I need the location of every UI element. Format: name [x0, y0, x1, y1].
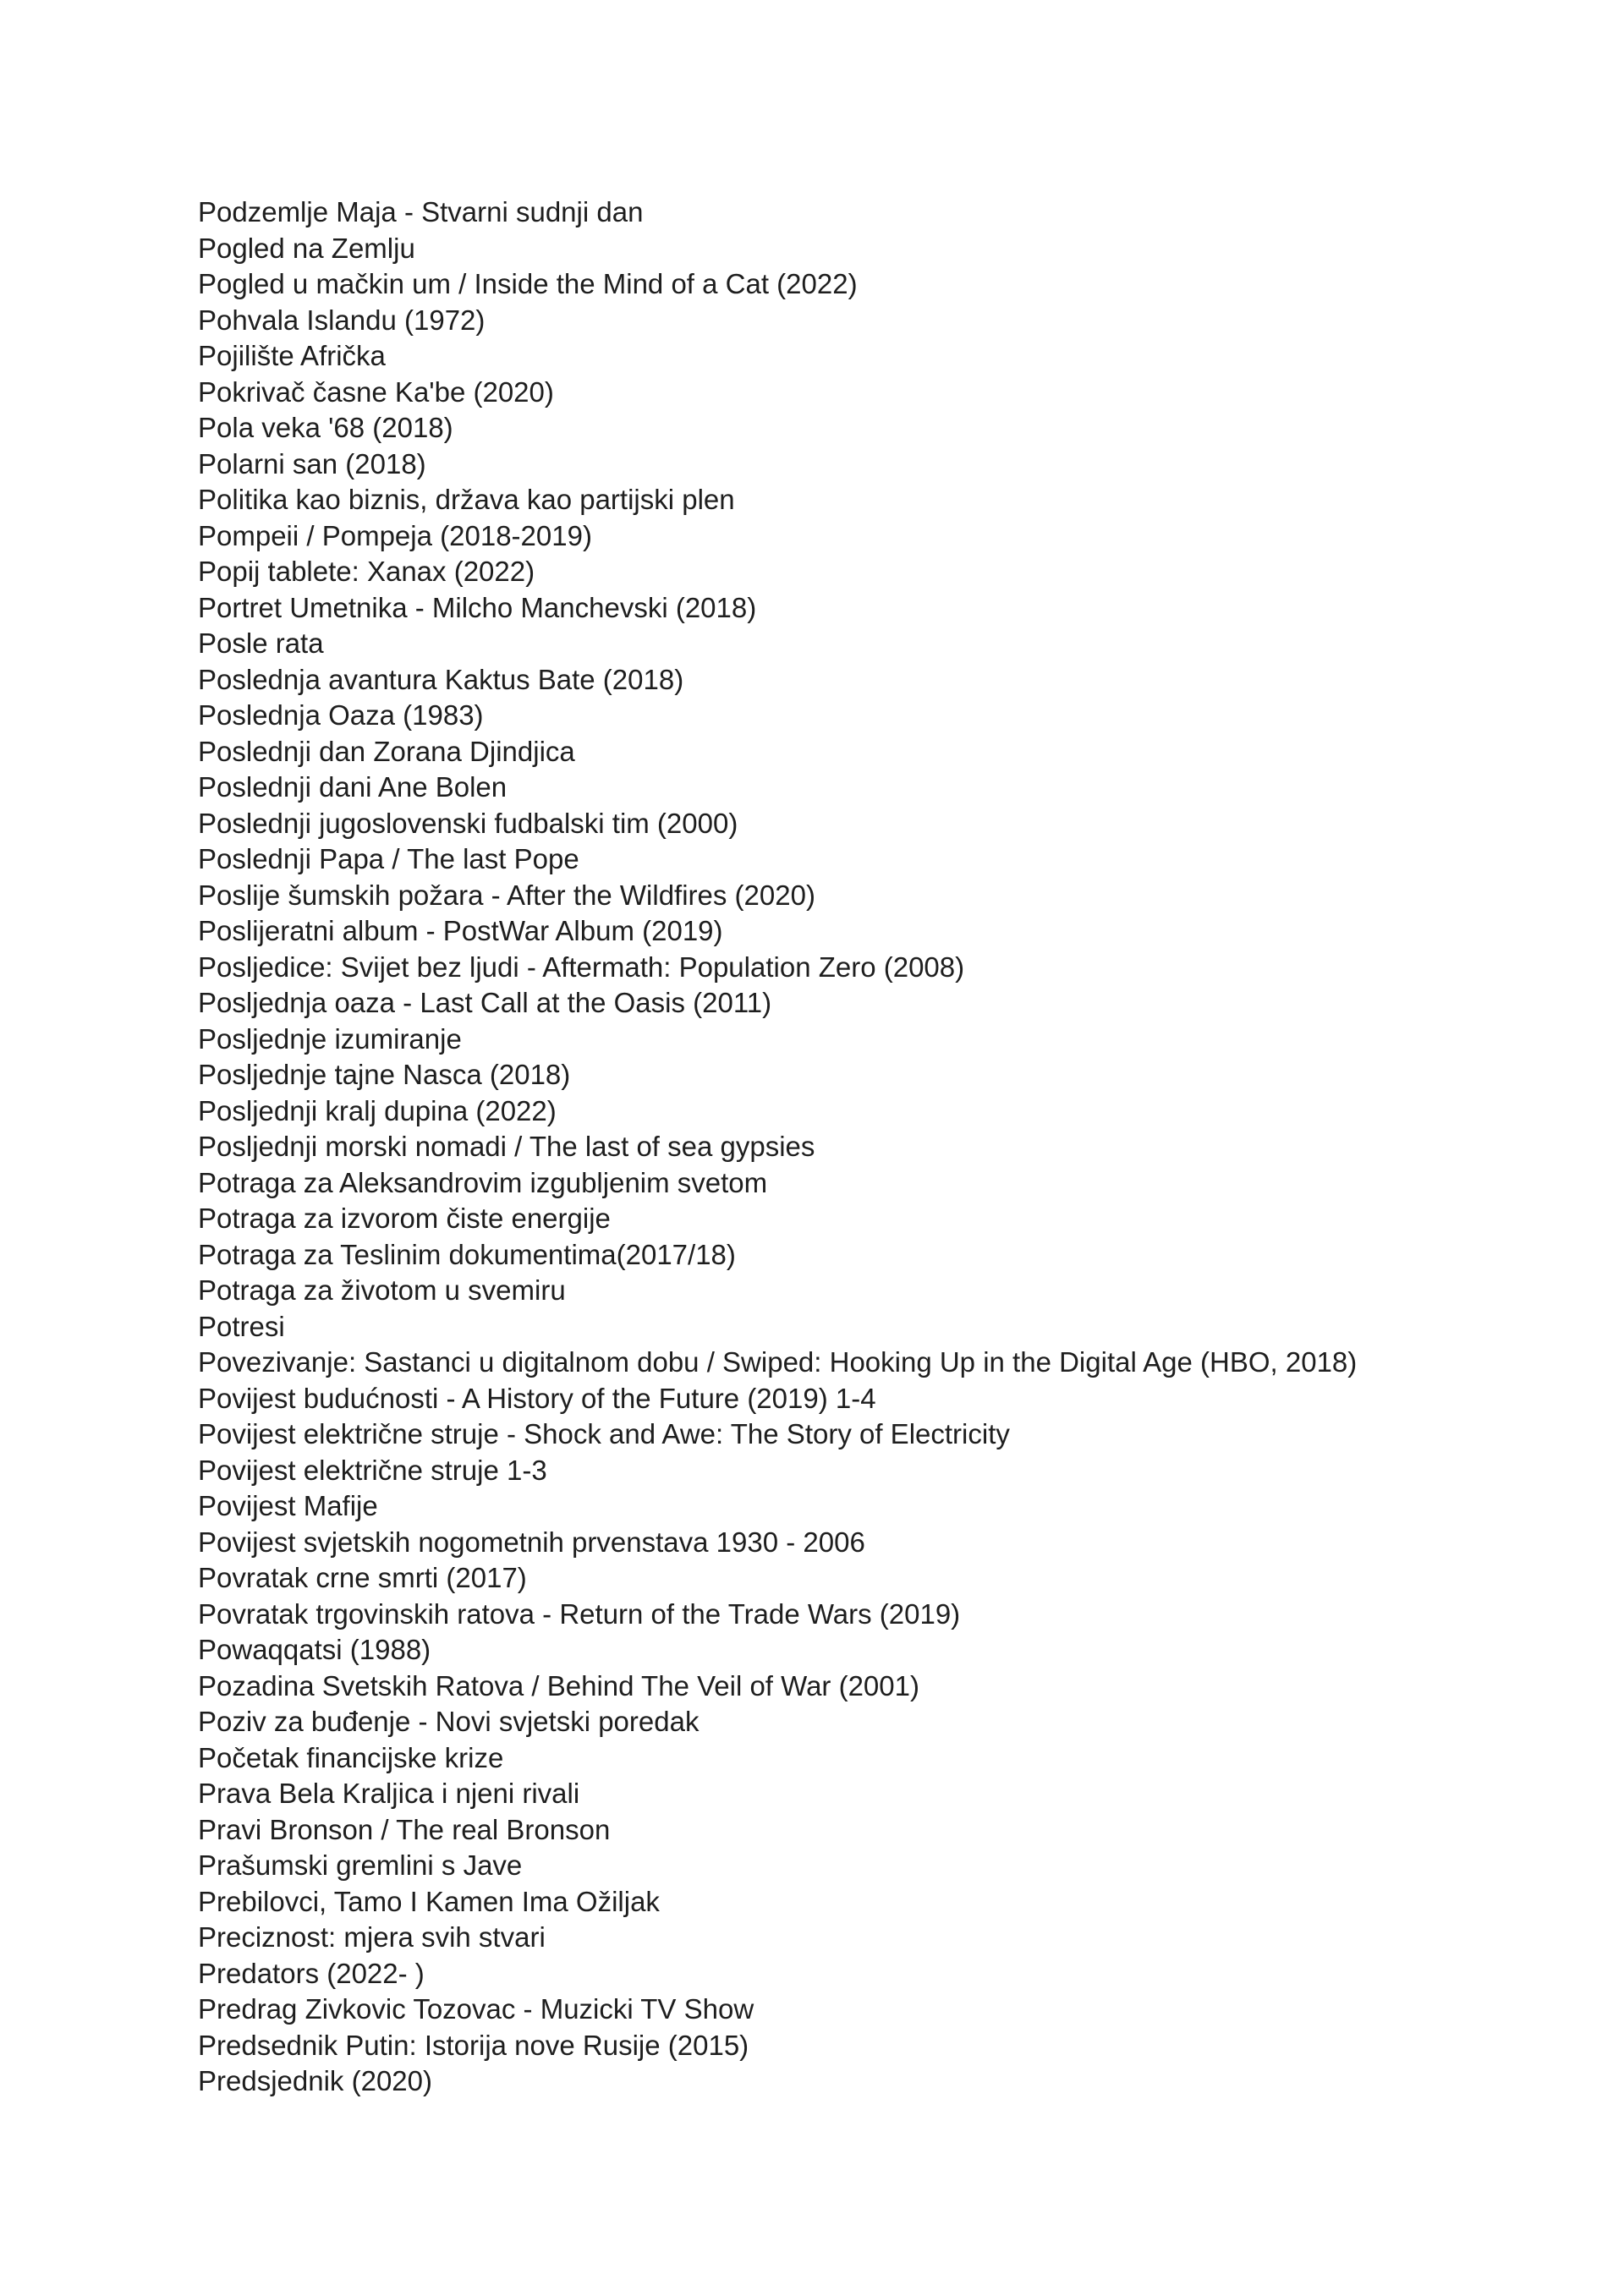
- list-item: Preciznost: mjera svih stvari: [198, 1921, 546, 1953]
- list-item: Posljednje tajne Nasca (2018): [198, 1059, 571, 1090]
- list-item: Powaqqatsi (1988): [198, 1634, 431, 1665]
- list-item: Poslednji dani Ane Bolen: [198, 771, 508, 803]
- list-item: Pohvala Islandu (1972): [198, 304, 486, 336]
- list-item: Povijest električne struje 1-3: [198, 1454, 547, 1486]
- list-item: Potraga za Aleksandrovim izgubljenim svetom: [198, 1166, 768, 1198]
- list-item: Prebilovci, Tamo I Kamen Ima Ožiljak: [198, 1885, 660, 1917]
- list-item: Prašumski gremlini s Jave: [198, 1849, 523, 1881]
- list-item: Portret Umetnika - Milcho Manchevski (2018): [198, 591, 757, 623]
- list-item: Predsednik Putin: Istorija nove Rusije (2015): [198, 2029, 749, 2061]
- list-item: Poslednji jugoslovenski fudbalski tim (2000): [198, 807, 738, 839]
- list-item: Pokrivač časne Ka'be (2020): [198, 375, 554, 408]
- list-item: Pravi Bronson / The real Bronson: [198, 1813, 611, 1845]
- title-list: [198, 195, 1357, 2100]
- list-item: Pogled na Zemlju: [198, 232, 415, 264]
- list-item: Poziv za buđenje - Novi svjetski poredak: [198, 1706, 700, 1737]
- list-item: Povezivanje: Sastanci u digitalnom dobu / Swiped: Hooking Up in the Digital Age (HBO, 2018): [198, 1346, 1358, 1378]
- list-item: Prava Bela Kraljica i njeni rivali: [198, 1778, 580, 1809]
- list-item: Povijest električne struje - Shock and Awe: The Story of Electricity: [198, 1418, 1010, 1449]
- list-item: Potraga za izvorom čiste energije: [198, 1203, 611, 1234]
- list-item: Posljednja oaza - Last Call at the Oasis (2011): [198, 987, 772, 1018]
- list-item: Početak financijske krize: [198, 1741, 504, 1773]
- list-item: Potresi: [198, 1310, 285, 1342]
- list-item: Predators (2022- ): [198, 1957, 425, 1989]
- list-item: Povratak crne smrti (2017): [198, 1562, 527, 1593]
- list-item: Povratak trgovinskih ratova - Return of the Trade Wars (2019): [198, 1597, 961, 1630]
- list-item: Potraga za Teslinim dokumentima(2017/18): [198, 1238, 736, 1270]
- list-item: Pogled u mačkin um / Inside the Mind of a Cat (2022): [198, 268, 858, 299]
- list-item: Povijest svjetskih nogometnih prvenstava 1930 - 2006: [198, 1526, 865, 1558]
- list-item: Poslednji Papa / The last Pope: [198, 843, 579, 874]
- list-item: Popij tablete: Xanax (2022): [198, 556, 535, 587]
- list-item: Poslednja Oaza (1983): [198, 699, 484, 731]
- list-item: Povijest Mafije: [198, 1490, 378, 1521]
- list-item: Posljednji kralj dupina (2022): [198, 1094, 557, 1126]
- list-item: Posljedice: Svijet bez ljudi - Aftermath: Population Zero (2008): [198, 951, 965, 983]
- list-item: Povijest budućnosti - A History of the Future (2019) 1-4: [198, 1382, 876, 1414]
- list-item: Politika kao biznis, država kao partijski plen: [198, 484, 735, 515]
- list-item: Polarni san (2018): [198, 447, 426, 479]
- list-item: Predsjednik (2020): [198, 2065, 432, 2096]
- list-item: Posljednji morski nomadi / The last of sea gypsies: [198, 1131, 815, 1162]
- list-item: Poslednji dan Zorana Djindjica: [198, 735, 575, 767]
- list-item: Pozadina Svetskih Ratova / Behind The Veil of War (2001): [198, 1669, 919, 1701]
- list-item: Poslije šumskih požara - After the Wildfires (2020): [198, 879, 815, 911]
- list-item: Pola veka '68 (2018): [198, 412, 453, 443]
- list-item: Posle rata: [198, 627, 324, 659]
- list-item: Predrag Zivkovic Tozovac - Muzicki TV Show: [198, 1993, 754, 2025]
- list-item: Pojilište Afrička: [198, 340, 386, 371]
- list-item: Podzemlje Maja - Stvarni sudnji dan: [198, 196, 644, 227]
- list-item: Pompeii / Pompeja (2018-2019): [198, 519, 592, 551]
- list-item: Potraga za životom u svemiru: [198, 1274, 566, 1306]
- list-item: Poslijeratni album - PostWar Album (2019): [198, 915, 723, 946]
- list-item: Poslednja avantura Kaktus Bate (2018): [198, 663, 684, 695]
- list-item: Posljednje izumiranje: [198, 1022, 462, 1055]
